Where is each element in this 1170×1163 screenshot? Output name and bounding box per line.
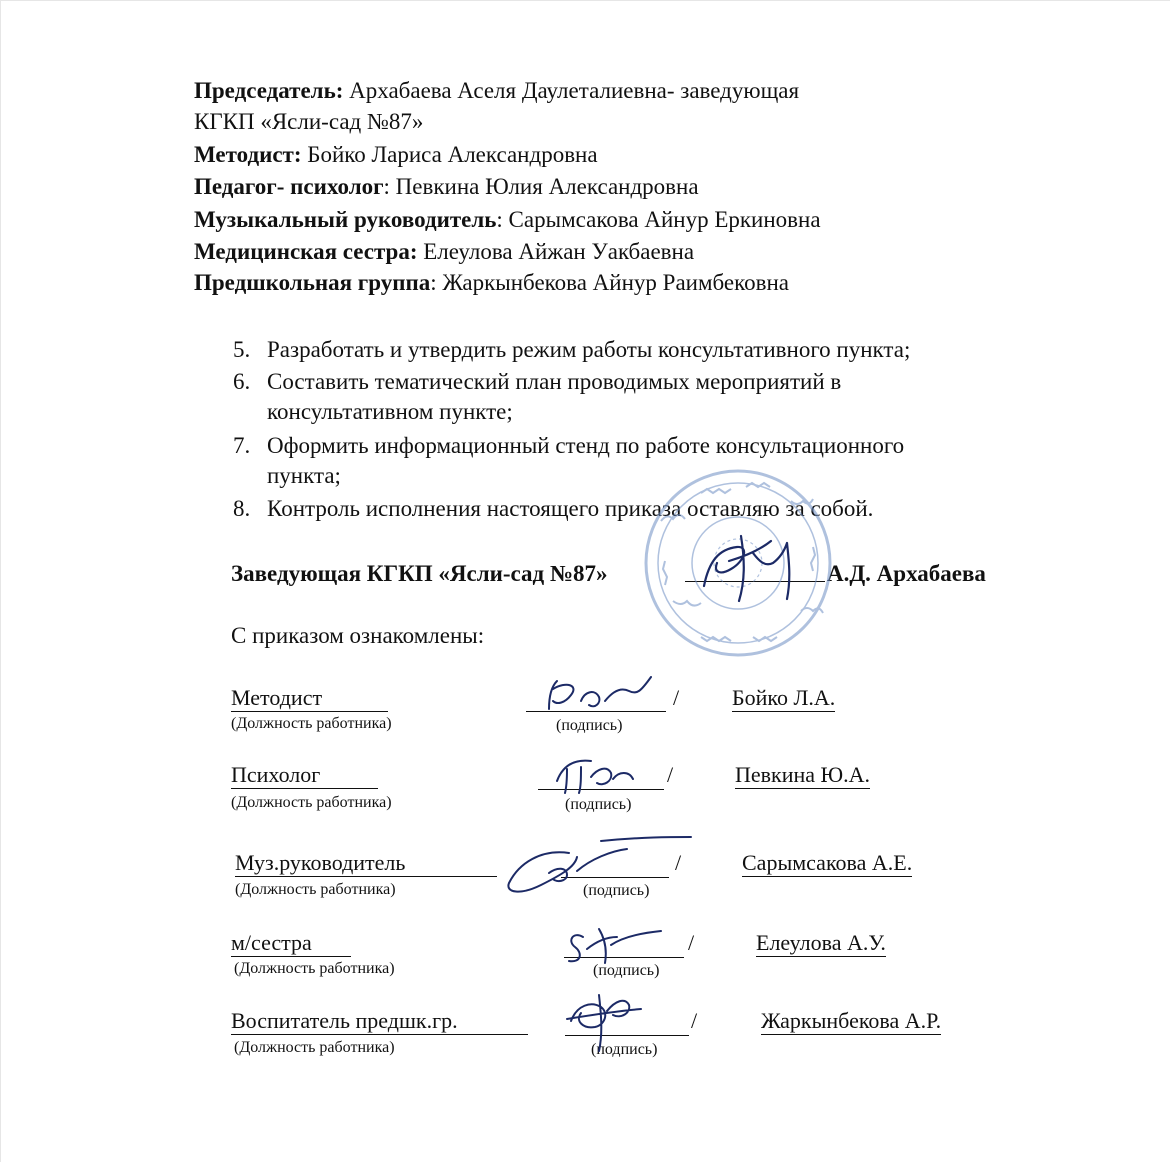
slash-separator: / — [673, 685, 680, 710]
preschool-label: Предшкольная группа — [194, 270, 431, 295]
position-caption: (Должность работника) — [235, 881, 396, 898]
signature-line — [565, 1035, 689, 1036]
psychologist-label: Педагог- психолог — [194, 174, 384, 199]
signatory-position: м/сестра — [231, 930, 351, 957]
list-item-text-cont: консультативном пункте; — [267, 399, 513, 424]
signature-caption: (подпись) — [593, 962, 660, 979]
signature-icon — [549, 677, 651, 709]
signature-caption: (подпись) — [583, 882, 650, 899]
chairman-line — [194, 77, 799, 105]
nurse-label: Медицинская сестра: — [194, 239, 418, 264]
signature-line — [526, 711, 666, 712]
signatory-position: Воспитатель предшк.гр. — [231, 1008, 528, 1035]
position-caption: (Должность работника) — [234, 960, 395, 977]
director-signature-line — [685, 581, 825, 582]
slash-separator: / — [688, 930, 695, 955]
signature-line — [561, 877, 669, 878]
slash-separator: / — [691, 1008, 698, 1033]
signature-caption: (подпись) — [591, 1041, 658, 1058]
list-item-number: 8. — [233, 496, 251, 521]
signature-caption: (подпись) — [565, 796, 632, 813]
slash-separator: / — [667, 762, 674, 787]
director-signature-icon — [704, 536, 789, 601]
position-caption: (Должность работника) — [234, 1039, 395, 1056]
list-item-number: 5. — [233, 337, 251, 362]
preschool-line — [194, 269, 789, 297]
signatory-name: Елеулова А.У. — [756, 930, 886, 955]
signature-line — [564, 957, 684, 958]
list-item-text-cont: пункта; — [267, 463, 341, 488]
signatory-position: Психолог — [231, 762, 378, 789]
signature-caption: (подпись) — [556, 717, 623, 734]
signatory-position: Методист — [231, 685, 388, 712]
list-item-text: Оформить информационный стенд по работе консультационного — [267, 433, 905, 458]
methodist-text: Бойко Лариса Александровна — [301, 142, 598, 167]
signatory-name: Певкина Ю.А. — [735, 762, 871, 787]
slash-separator: / — [675, 850, 682, 875]
signature-line — [538, 789, 664, 790]
signatory-name: Бойко Л.А. — [732, 685, 836, 710]
list-item-number: 6. — [233, 369, 251, 394]
director-label: Заведующая КГКП «Ясли-сад №87» — [231, 561, 608, 586]
signatory-position: Муз.руководитель — [235, 850, 497, 877]
methodist-line — [194, 141, 598, 169]
signatory-name: Сарымсакова А.Е. — [742, 850, 913, 875]
position-caption: (Должность работника) — [231, 794, 392, 811]
preschool-text: : Жаркынбекова Айнур Раимбековна — [430, 270, 790, 295]
director-name: А.Д. Архабаева — [827, 561, 986, 586]
list-item-number: 7. — [233, 433, 251, 458]
music-director-label: Музыкальный руководитель — [194, 207, 497, 232]
music-director-text: : Сарымсакова Айнур Еркиновна — [496, 207, 821, 232]
psychologist-line — [194, 173, 699, 201]
nurse-text: Елеулова Айжан Уакбаевна — [417, 239, 695, 264]
list-item-text: Составить тематический план проводимых мероприятий в — [267, 369, 842, 394]
acquainted-heading: С приказом ознакомлены: — [231, 623, 485, 648]
list-item-text: Разработать и утвердить режим работы консультативного пункта; — [267, 337, 911, 362]
chairman-line-2: КГКП «Ясли-сад №87» — [194, 109, 424, 134]
psychologist-text: : Певкина Юлия Александровна — [383, 174, 699, 199]
music-director-line — [194, 206, 821, 234]
methodist-label: Методист: — [194, 142, 302, 167]
position-caption: (Должность работника) — [231, 715, 392, 732]
list-item-text: Контроль исполнения настоящего приказа оставляю за собой. — [267, 496, 874, 521]
nurse-line — [194, 238, 694, 266]
chairman-text: Архабаева Аселя Даулеталиевна- заведующая — [343, 78, 800, 103]
chairman-label: Председатель: — [194, 78, 344, 103]
signatory-name: Жаркынбекова А.Р. — [761, 1008, 942, 1033]
